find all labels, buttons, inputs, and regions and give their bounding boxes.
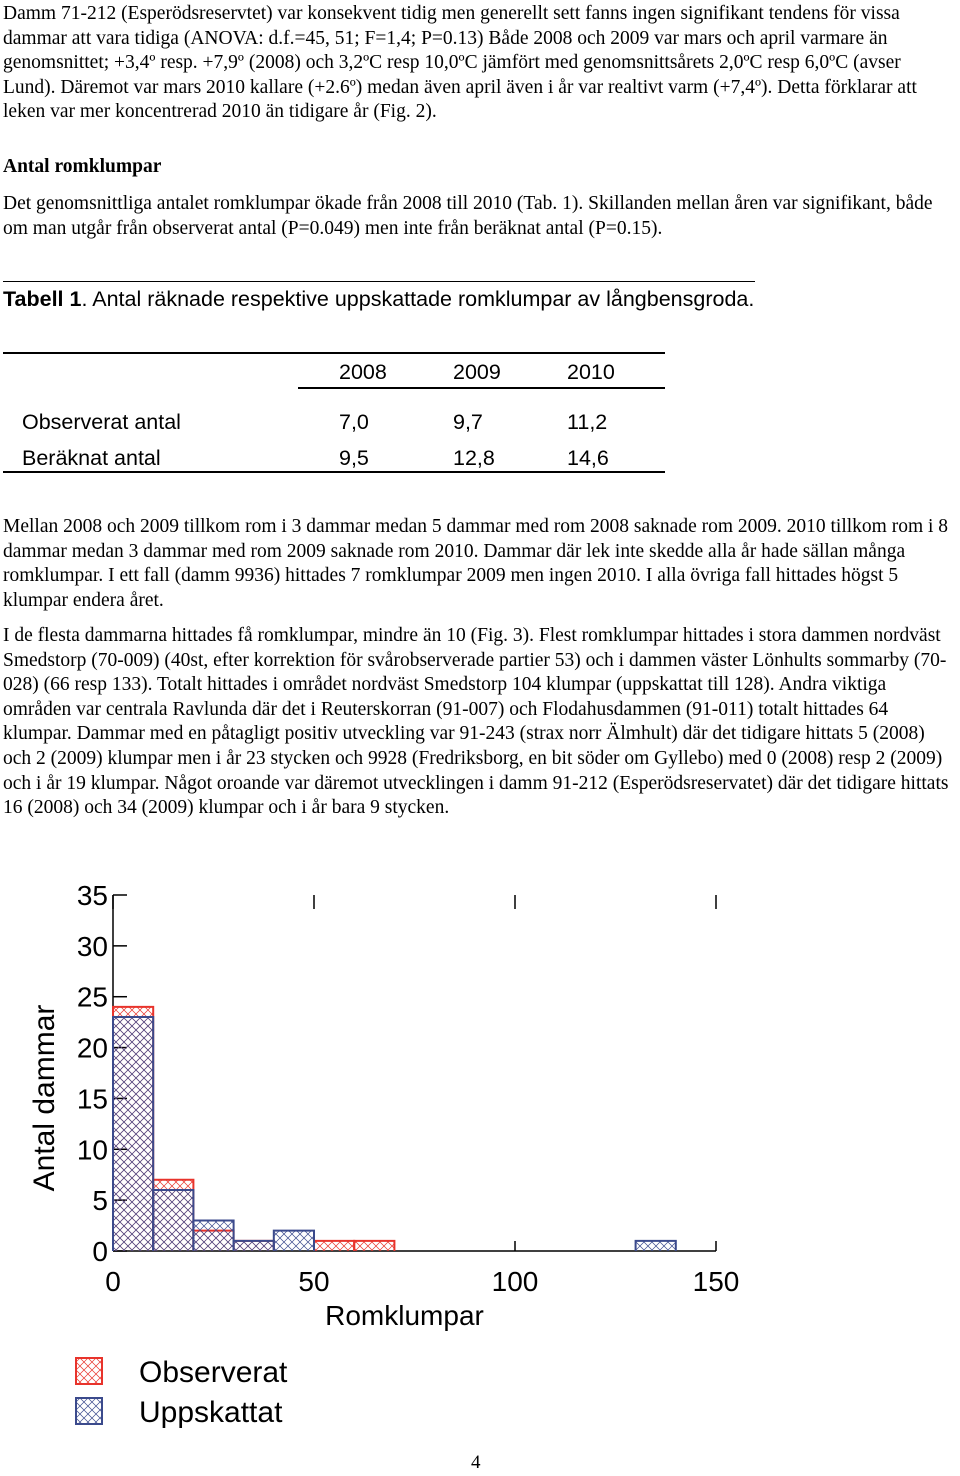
y-tick-label: 15 bbox=[76, 1083, 108, 1115]
x-tick-label: 50 bbox=[298, 1266, 330, 1297]
histogram-bar-uppskattat-fill bbox=[636, 1241, 676, 1251]
paragraph-romklumpar: Det genomsnittliga antalet romklumpar ökade från 2008 till 2010 (Tab. 1). Skillanden mellan åren var signifikant, både om man utgår från observerat antal (P=0.049) men inte från beräknat antal (P=0.15). bbox=[3, 193, 933, 239]
histogram-bar-uppskattat-fill bbox=[153, 1190, 193, 1251]
histogram-bar-uppskattat-fill bbox=[193, 1220, 233, 1251]
x-tick-label: 100 bbox=[491, 1266, 539, 1297]
table-caption-text: . Antal räknade respektive uppskattade romklumpar av långbensgroda. bbox=[81, 287, 755, 311]
y-tick-label: 30 bbox=[76, 930, 108, 962]
table-header-row bbox=[3, 356, 681, 388]
table-header-cell: 2008 bbox=[339, 359, 387, 384]
y-axis-label: Antal dammar bbox=[28, 1004, 61, 1192]
table-cell: 9,5 bbox=[339, 445, 369, 470]
table-caption bbox=[3, 286, 763, 313]
table-row-label: Observerat antal bbox=[22, 409, 181, 434]
table-header-cell: 2009 bbox=[453, 359, 501, 384]
table-row bbox=[3, 404, 681, 440]
table-row bbox=[3, 440, 681, 476]
table-cell: 12,8 bbox=[453, 445, 495, 470]
y-tick-label: 10 bbox=[76, 1134, 108, 1166]
legend-label-observerat: Observerat bbox=[139, 1356, 288, 1389]
histogram-bar-uppskattat-fill bbox=[274, 1231, 314, 1251]
y-tick-label: 35 bbox=[76, 880, 108, 911]
paragraph-temperature: Damm 71-212 (Esperödsreservtet) var konsekvent tidig men generellt sett fanns ingen signifikant tendens för vissa dammar att vara tidiga (ANOVA: d.f.=45, 51; F=1,4; P=0.13) Både 2008 och 2009 var mars och april varmare än genomsnittet; +3,4º resp. +7,9º (2008) och 3,2ºC resp 10,0ºC jämfört med genomsnittsårets 2,0ºC resp 6,0ºC (avser Lund). Däremot var mars 2010 kallare (+2.6º) medan även april även i år var realtivt varm (+7,4º). Detta förklarar att leken var mer koncentrerad 2010 än tidigare år (Fig. 2). bbox=[3, 3, 917, 123]
table-cell: 14,6 bbox=[567, 445, 609, 470]
table-row-label: Beräknat antal bbox=[22, 445, 161, 470]
x-tick-label: 150 bbox=[692, 1266, 740, 1297]
histogram-bar-uppskattat-fill bbox=[234, 1241, 274, 1251]
legend-label-uppskattat: Uppskattat bbox=[139, 1396, 283, 1429]
x-tick-label: 0 bbox=[105, 1266, 121, 1297]
y-tick-label: 20 bbox=[76, 1032, 108, 1064]
y-tick-label: 0 bbox=[92, 1236, 108, 1267]
table-cell: 9,7 bbox=[453, 409, 483, 434]
legend-swatch-observerat bbox=[76, 1358, 102, 1384]
table-caption-label: Tabell 1 bbox=[3, 287, 82, 311]
histogram-bar-observerat-fill bbox=[354, 1241, 394, 1251]
legend-swatch-uppskattat bbox=[76, 1398, 102, 1424]
table-cell: 7,0 bbox=[339, 409, 369, 434]
table-cell: 11,2 bbox=[567, 409, 608, 434]
histogram-bar-uppskattat-fill bbox=[113, 1017, 153, 1251]
histogram-bar-observerat-fill bbox=[314, 1241, 354, 1251]
x-axis-label: Romklumpar bbox=[325, 1300, 484, 1331]
paragraph-flest-romklumpar: I de flesta dammarna hittades få romklumpar, mindre än 10 (Fig. 3). Flest romklumpar hittades i stora dammen nordväst Smedstorp (70-009) (40st, efter korrektion för svårobserverade partier 53) och i dammen väster Lönhults sommarby (70-028) (66 resp 133). Totalt hittades i området nordväst Smedstorp 104 klumpar (uppskattat till 128). Andra viktiga områden var centrala Ravlunda där det i Reuterskorran (91-007) och Flodahusdammen (91-011) totalt hittades 64 klumpar. Dammar med en påtagligt positiv utveckling var 91-243 (strax norr Älmhult) där det tidigare hittats 5 (2008) och 2 (2009) klumpar men i år 23 stycken och 9928 (Fredriksborg, en bit söder om Gyllebo) med 0 (2008) resp 2 (2009) och i år 19 klumpar. Något oroande var däremot utvecklingen i damm 91-212 (Esperödsreservatet) där det tidigare hittats 16 (2008) och 34 (2009) klumpar och i år bara 9 stycken. bbox=[3, 625, 949, 819]
table-top-rule bbox=[3, 352, 665, 354]
table-romklumpar bbox=[3, 356, 681, 476]
table-header-cell: 2010 bbox=[567, 359, 615, 384]
romklumpar-histogram bbox=[0, 870, 960, 1450]
y-tick-label: 25 bbox=[76, 981, 108, 1013]
section-heading: Antal romklumpar bbox=[3, 156, 162, 177]
y-tick-label: 5 bbox=[92, 1185, 108, 1217]
page-number: 4 bbox=[471, 1452, 481, 1473]
caption-top-rule bbox=[3, 281, 755, 282]
paragraph-dammar: Mellan 2008 och 2009 tillkom rom i 3 dammar medan 5 dammar med rom 2008 saknade rom 2009. 2010 tillkom rom i 8 dammar medan 3 dammar med rom 2009 saknade rom 2010. Dammar där lek inte skedde alla år hade sällan många romklumpar. I ett fall (damm 9936) hittades 7 romklumpar 2009 men ingen 2010. I alla övriga fall hittades högst 5 klumpar endera året. bbox=[3, 516, 949, 611]
table-header-cell bbox=[3, 356, 339, 388]
